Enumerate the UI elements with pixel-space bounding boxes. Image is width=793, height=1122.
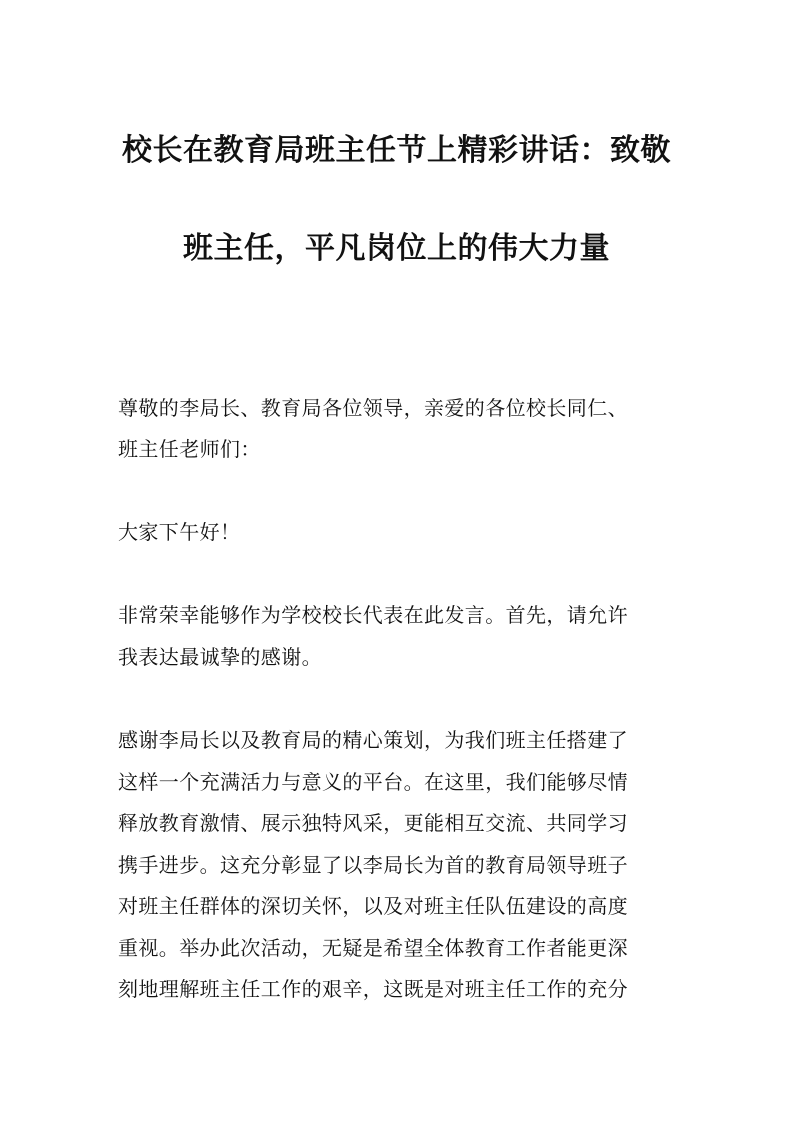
intro-line-2: 我表达最诚挚的感谢。 — [118, 645, 322, 669]
body-line-6: 重视。举办此次活动，无疑是希望全体教育工作者能更深 — [118, 936, 628, 960]
body-line-4: 携手进步。这充分彰显了以李局长为首的教育局领导班子 — [118, 853, 628, 877]
body-line-7: 刻地理解班主任工作的艰辛，这既是对班主任工作的充分 — [118, 977, 628, 1001]
greeting-line-1: 尊敬的李局长、教育局各位领导，亲爱的各位校长同仁、 — [118, 396, 628, 420]
greeting-line-2: 班主任老师们： — [118, 437, 261, 461]
body-line-3: 释放教育激情、展示独特风采，更能相互交流、共同学习 — [118, 811, 628, 835]
intro-line-1: 非常荣幸能够作为学校校长代表在此发言。首先，请允许 — [118, 603, 628, 627]
document-title-line-1: 校长在教育局班主任节上精彩讲话：致敬 — [122, 133, 671, 168]
document-title-line-2: 班主任，平凡岗位上的伟大力量 — [183, 231, 610, 266]
salutation: 大家下午好！ — [118, 520, 241, 544]
body-line-2: 这样一个充满活力与意义的平台。在这里，我们能够尽情 — [118, 770, 628, 794]
body-line-1: 感谢李局长以及教育局的精心策划，为我们班主任搭建了 — [118, 728, 628, 752]
body-line-5: 对班主任群体的深切关怀，以及对班主任队伍建设的高度 — [118, 894, 628, 918]
